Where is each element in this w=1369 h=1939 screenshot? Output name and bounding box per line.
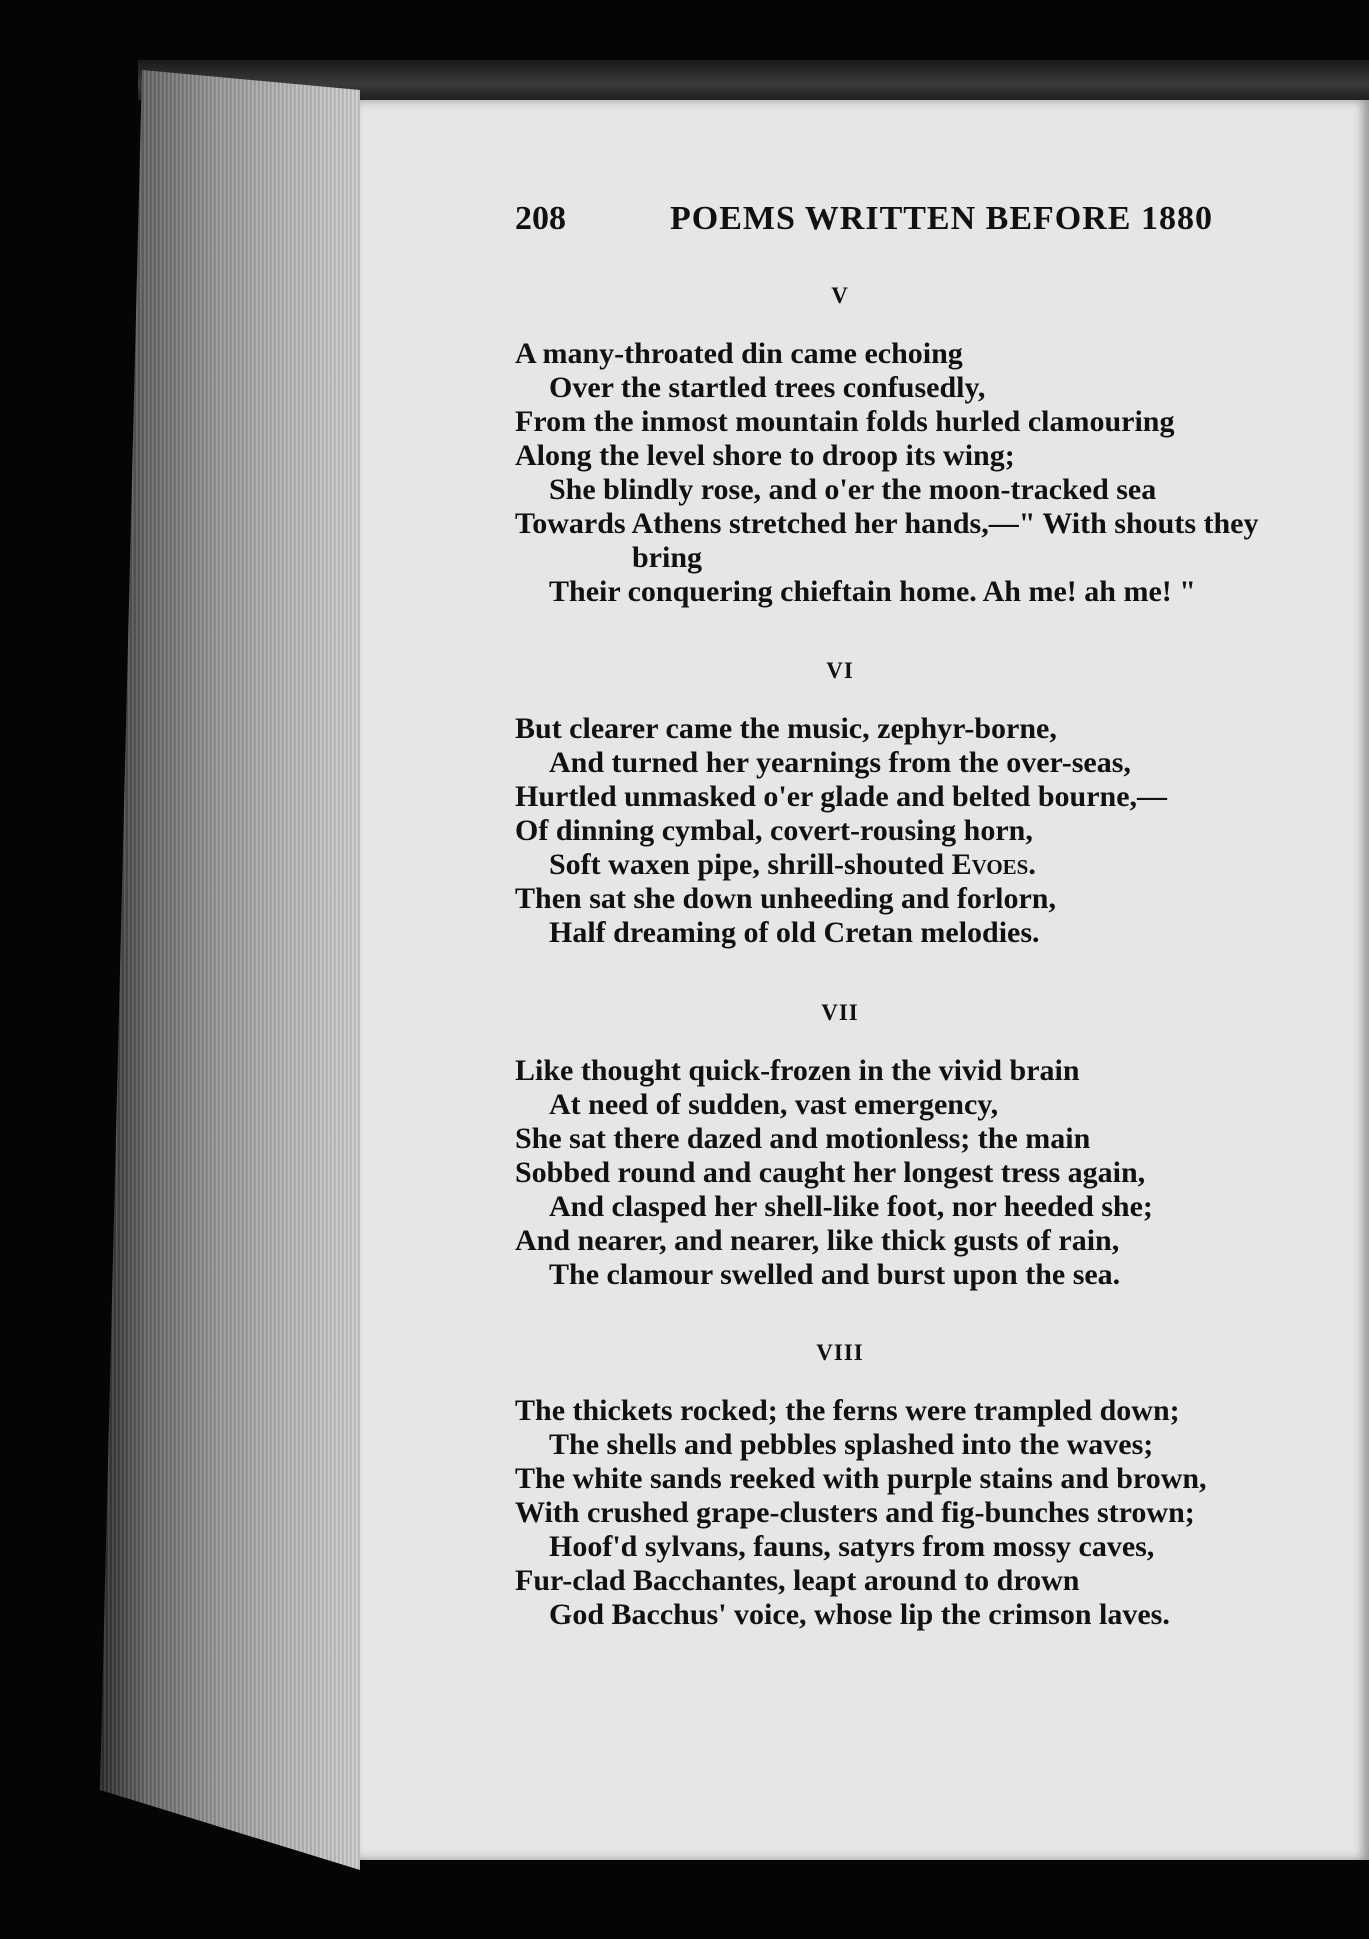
stanza-numeral: VI <box>826 658 854 683</box>
poem-line: A many-throated din came echoing <box>515 337 963 370</box>
page-number: 208 <box>515 200 566 237</box>
poem-line: Like thought quick-frozen in the vivid brain <box>515 1054 1080 1087</box>
poem-line: And clasped her shell-like foot, nor heeded she; <box>549 1190 1153 1223</box>
stanza-numeral: V <box>831 283 849 308</box>
poem-line: From the inmost mountain folds hurled clamouring <box>515 405 1175 438</box>
poem-line: Hoof'd sylvans, fauns, satyrs from mossy caves, <box>549 1530 1155 1563</box>
poem-line: Half dreaming of old Cretan melodies. <box>549 916 1040 949</box>
stanza-viii <box>515 1340 1369 1632</box>
poem-line: The thickets rocked; the ferns were trampled down; <box>515 1394 1180 1427</box>
poem-line: The clamour swelled and burst upon the sea. <box>549 1258 1121 1291</box>
poem-line: Over the startled trees confusedly, <box>549 371 986 404</box>
poem-line: Sobbed round and caught her longest tress again, <box>515 1156 1146 1189</box>
stanza-numeral: VIII <box>816 1340 864 1365</box>
poem-line: With crushed grape-clusters and fig-bunches strown; <box>515 1496 1195 1529</box>
page-header <box>515 200 1315 240</box>
stanza-v <box>515 283 1369 609</box>
running-title: POEMS WRITTEN BEFORE 1880 <box>670 200 1213 237</box>
stanza-vii <box>515 1000 1369 1292</box>
poem-line: Their conquering chieftain home. Ah me! ah me! " <box>549 575 1196 608</box>
poem-line: And turned her yearnings from the over-seas, <box>549 746 1131 779</box>
poem-line: At need of sudden, vast emergency, <box>549 1088 999 1121</box>
evoes-small-caps: Evoes. <box>951 848 1036 881</box>
poem-line: And nearer, and nearer, like thick gusts of rain, <box>515 1224 1120 1257</box>
poem-line: She blindly rose, and o'er the moon-tracked sea <box>549 473 1157 506</box>
poem-line <box>515 848 1369 882</box>
poem-line-text: Soft waxen pipe, shrill-shouted <box>549 848 945 881</box>
poem-line: Towards Athens stretched her hands,—" With shouts they <box>515 507 1259 540</box>
poem-line: The shells and pebbles splashed into the waves; <box>549 1428 1154 1461</box>
poem-line: But clearer came the music, zephyr-borne, <box>515 712 1057 745</box>
stanza-vi <box>515 658 1369 950</box>
poem-line: She sat there dazed and motionless; the main <box>515 1122 1091 1155</box>
poem-line: God Bacchus' voice, whose lip the crimson laves. <box>549 1598 1170 1631</box>
poem-line-turnover: bring <box>632 541 703 574</box>
poem-line: Of dinning cymbal, covert-rousing horn, <box>515 814 1033 847</box>
book-page-edges <box>100 70 360 1870</box>
poem-line: Fur-clad Bacchantes, leapt around to drown <box>515 1564 1080 1597</box>
poem-line: Then sat she down unheeding and forlorn, <box>515 882 1056 915</box>
poem-line: Along the level shore to droop its wing; <box>515 439 1015 472</box>
poem-line: Hurtled unmasked o'er glade and belted bourne,— <box>515 780 1168 813</box>
poem-line: The white sands reeked with purple stains and brown, <box>515 1462 1207 1495</box>
stanza-numeral: VII <box>821 1000 859 1025</box>
